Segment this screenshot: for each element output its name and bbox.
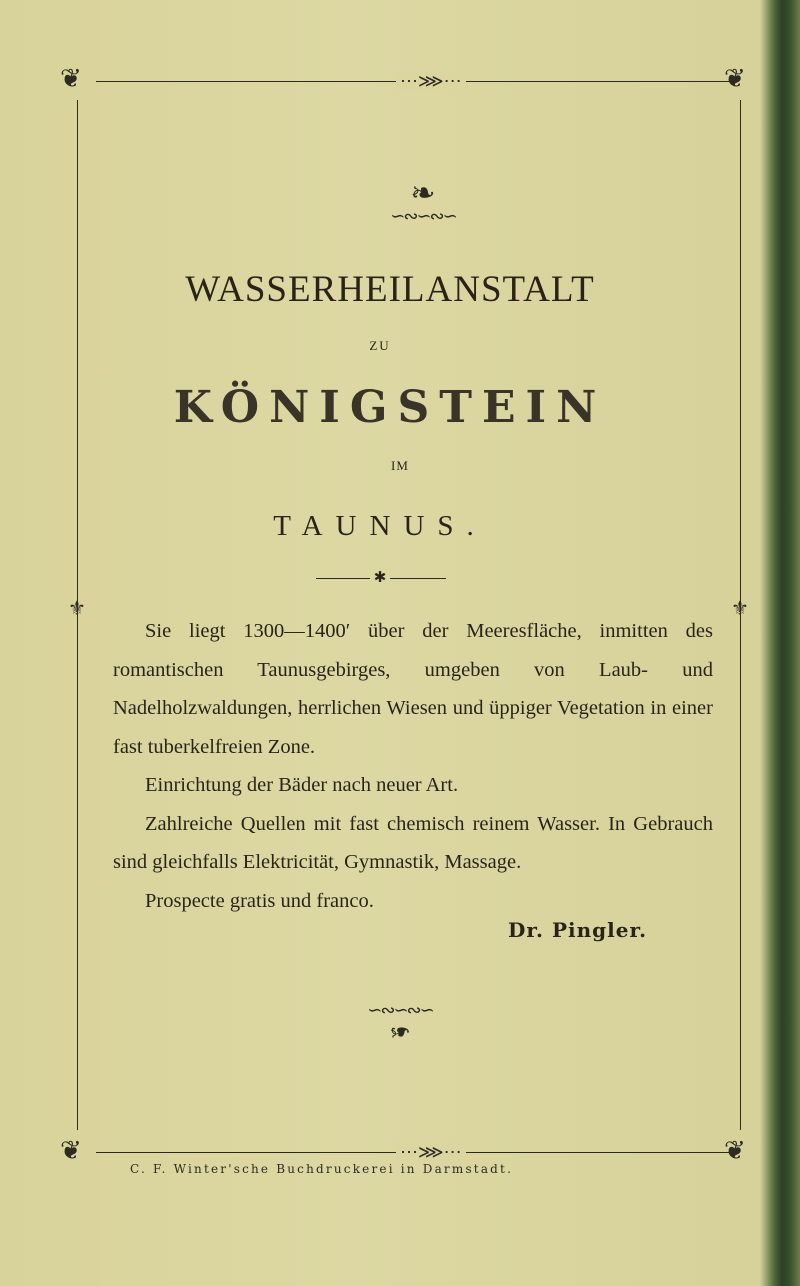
scroll-vignette-icon: ∽∾∽∾∽ (390, 206, 456, 226)
paragraph: Prospecte gratis und franco. (145, 889, 374, 912)
separator-line (390, 578, 446, 579)
separator-line (316, 578, 370, 579)
paragraph: Einrichtung der Bäder nach neuer Art. (145, 774, 459, 796)
place-name: KÖNIGSTEIN (173, 382, 607, 433)
signature: Dr. Pingler. (508, 918, 648, 942)
body-text (113, 612, 713, 920)
corner-ornament-icon: ❦ (60, 1136, 82, 1165)
subtitle-zu: ZU (369, 338, 391, 353)
printer-imprint: C. F. Winter'sche Buchdruckerei in Darmstadt. (130, 1162, 514, 1176)
scroll-vignette-icon: ❧ (410, 177, 436, 210)
side-ornament-icon: ⚜ (731, 598, 749, 620)
subtitle-im: IM (391, 458, 409, 473)
page-title: WASSERHEILANSTALT (185, 269, 595, 310)
region-name: TAUNUS. (273, 510, 487, 542)
paragraph: Sie liegt 1300—1400′ über der Meeresfläche, inmitten des romantischen Taunusgebirges, umgeben von Laub- und Nadelholzwaldungen, herrlichen Wiesen und üppiger Vegetation in einer fast tuberkelfreien Zone. (113, 620, 713, 758)
scroll-vignette-icon: ∽∾∽∾∽ (367, 1000, 433, 1020)
corner-ornament-icon: ❦ (60, 64, 82, 93)
corner-ornament-icon: ❦ (724, 64, 746, 93)
side-ornament-icon: ⚜ (68, 598, 86, 620)
scroll-vignette-icon: ❧ (389, 1017, 411, 1046)
paragraph: Zahlreiche Quellen mit fast chemisch reinem Wasser. In Gebrauch sind gleichfalls Elektricität, Gymnastik, Massage. (113, 812, 713, 873)
center-ornament-icon: ⋯⋙⋯ (396, 1143, 466, 1161)
star-ornament-icon: ✱ (373, 570, 387, 586)
center-ornament-icon: ⋯⋙⋯ (396, 72, 466, 90)
corner-ornament-icon: ❦ (724, 1136, 746, 1165)
